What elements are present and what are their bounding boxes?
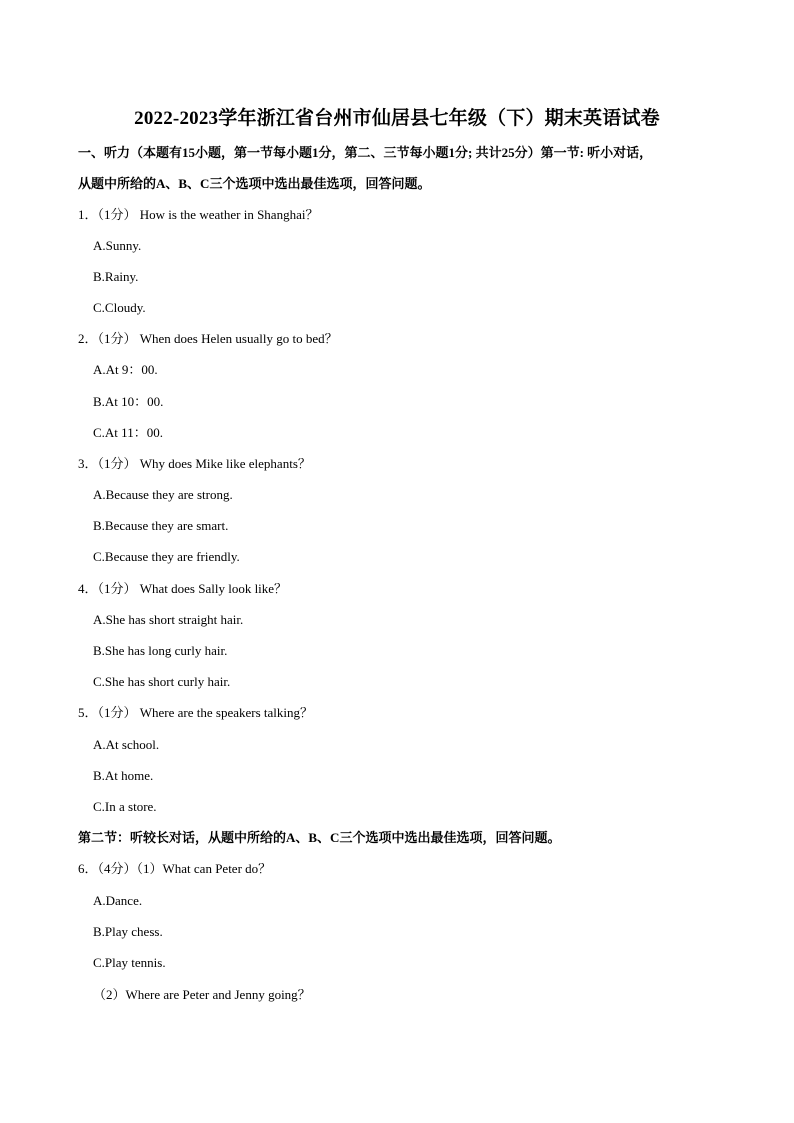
question-2-option-c: C.At 11：00. (93, 425, 163, 440)
section2-instruction: 第二节：听较长对话，从题中所给的A、B、C三个选项中选出最佳选项，回答问题。 (78, 830, 561, 845)
question-1: 1．（1分） How is the weather in Shanghai？ (78, 207, 319, 222)
question-3-option-b: B.Because they are smart. (93, 518, 229, 533)
section1-instruction-line1: 一、听力（本题有15小题，第一节每小题1分，第二、三节每小题1分; 共计25分）第一节: 听小对话， (78, 145, 653, 160)
question-4-option-c: C.She has short curly hair. (93, 674, 231, 689)
question-4-option-a: A.She has short straight hair. (93, 612, 244, 627)
section1-instruction-line2: 从题中所给的A、B、C三个选项中选出最佳选项，回答问题。 (78, 176, 431, 191)
question-6-option-b: B.Play chess. (93, 924, 163, 939)
question-2-option-b: B.At 10：00. (93, 394, 164, 409)
question-3-option-a: A.Because they are strong. (93, 487, 233, 502)
page-title: 2022-2023学年浙江省台州市仙居县七年级（下）期末英语试卷 (134, 108, 660, 129)
question-2-option-a: A.At 9：00. (93, 362, 158, 377)
question-1-option-c: C.Cloudy. (93, 300, 146, 315)
question-6-option-a: A.Dance. (93, 893, 143, 908)
question-6: 6．（4分）（1）What can Peter do？ (78, 861, 272, 876)
question-1-option-a: A.Sunny. (93, 238, 142, 253)
question-6-sub-2: （2）Where are Peter and Jenny going？ (93, 987, 311, 1002)
question-2: 2．（1分） When does Helen usually go to bed？ (78, 331, 338, 346)
question-4: 4．（1分） What does Sally look like？ (78, 581, 288, 596)
question-5-option-a: A.At school. (93, 737, 160, 752)
question-4-option-b: B.She has long curly hair. (93, 643, 228, 658)
question-5: 5．（1分） Where are the speakers talking？ (78, 705, 314, 720)
question-5-option-c: C.In a store. (93, 799, 157, 814)
question-5-option-b: B.At home. (93, 768, 154, 783)
question-1-option-b: B.Rainy. (93, 269, 139, 284)
question-3: 3．（1分） Why does Mike like elephants？ (78, 456, 311, 471)
question-3-option-c: C.Because they are friendly. (93, 549, 240, 564)
question-6-option-c: C.Play tennis. (93, 955, 166, 970)
